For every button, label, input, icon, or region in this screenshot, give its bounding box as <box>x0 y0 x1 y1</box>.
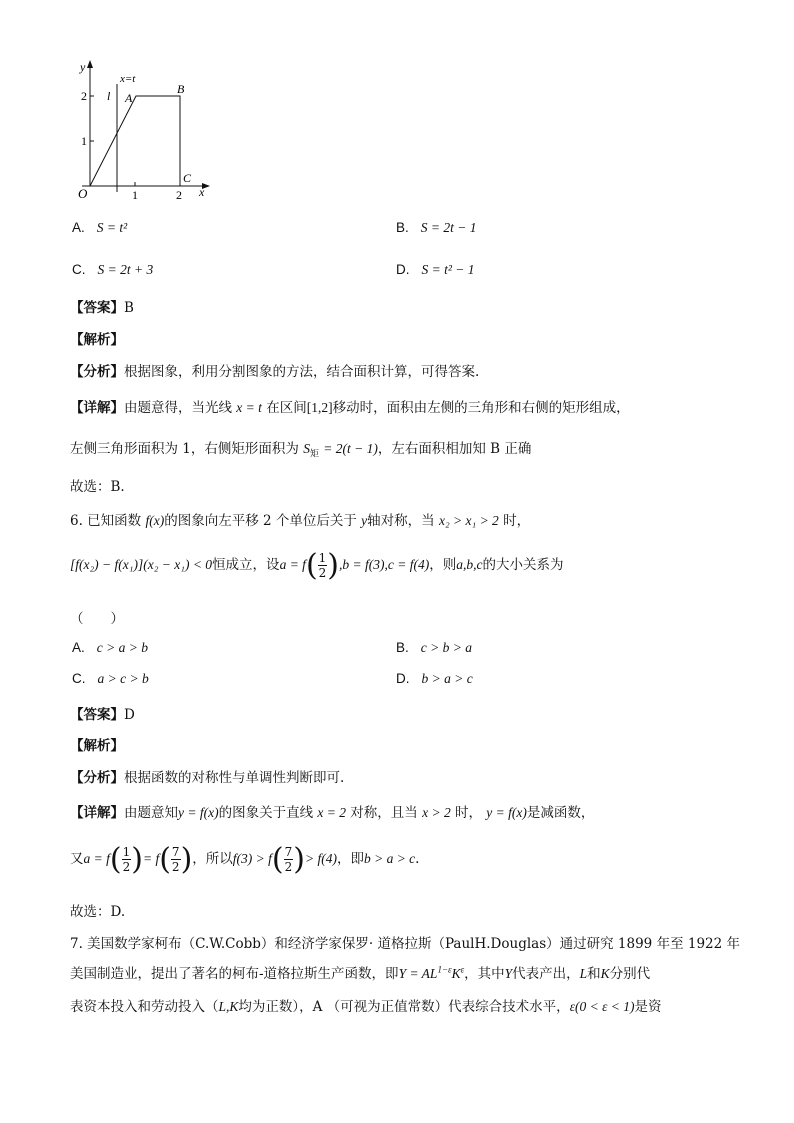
paren-open: ( <box>271 842 284 877</box>
q6-stem-1: 6. 已知函数 f(x)的图象向左平移 2 个单位后关于 y轴对称，当 x₂ > x₁ > 2 时， <box>70 513 531 529</box>
graph-figure <box>70 58 220 203</box>
q5-option-a: A. S = t² <box>72 220 128 235</box>
q6-jiexi: 【解析】 <box>70 738 124 754</box>
paren-open: ( <box>109 842 122 877</box>
shape-oabc <box>90 96 180 186</box>
point-c-label: C <box>183 171 192 185</box>
q7-line-3: 表资本投入和劳动投入（L,K均为正数），A （可视为正值常数）代表综合技术水平，ε(0 < ε < 1)是资 <box>70 999 662 1015</box>
paren-close: ) <box>293 842 305 877</box>
paren-close: ) <box>131 842 143 877</box>
paren-open: ( <box>159 842 171 877</box>
q7-line-1: 7. 美国数学家柯布（C.W.Cobb）和经济学家保罗· 道格拉斯（PaulH.Douglas）通过研究 1899 年至 1922 年 <box>70 936 741 952</box>
q5-option-d: D. S = t² − 1 <box>396 262 475 277</box>
y-axis-label: y <box>80 60 86 74</box>
q6-answer: 【答案】D <box>70 707 135 723</box>
fraction-one-half: $\frac{1}{2}$ <box>122 845 131 874</box>
tick-y2-label: 2 <box>81 89 87 103</box>
fraction-seven-halves: $\frac{7}{2}$ <box>284 845 293 874</box>
point-a-label: A <box>125 91 133 105</box>
l-label: l <box>107 89 111 103</box>
q6-option-b: B. c > b > a <box>396 640 472 655</box>
q6-option-a: A. c > a > b <box>72 640 148 655</box>
paren-open: ( <box>305 548 318 583</box>
fraction-one-half: $\frac{1}{2}$ <box>318 551 327 580</box>
q5-answer: 【答案】B <box>70 300 134 316</box>
q5-fenxi: 【分析】根据图象，利用分割图象的方法，结合面积计算，可得答案. <box>70 364 480 380</box>
q6-choose: 故选：D. <box>70 904 126 920</box>
tick-x1-label: 1 <box>132 188 138 202</box>
q5-jiexi: 【解析】 <box>70 332 124 348</box>
q6-fenxi: 【分析】根据函数的对称性与单调性判断即可. <box>70 770 345 786</box>
q6-stem-2: [f(x₂) − f(x₁)](x₂ − x₁) < 0恒成立，设a = f( $\frac{1}{2}$ ),b = f(3),c = f(4)，则a,b,c的大小关系为 <box>70 548 564 583</box>
q5-choose: 故选：B. <box>70 479 125 495</box>
q5-xiangjie-2: 左侧三角形面积为 1，右侧矩形面积为 $S_矩 = 2(t - 1)$，左右面积相加知 B 正确 <box>70 441 532 460</box>
point-b-label: B <box>177 82 185 96</box>
y-axis-arrow <box>87 60 93 68</box>
origin-label: O <box>78 186 88 201</box>
q5-option-b: B. S = 2t − 1 <box>396 220 477 235</box>
q6-xiangjie: 【详解】由题意知y = f(x)的图象关于直线 x = 2 对称，且当 x > 2 时， y = f(x)是减函数， <box>70 805 595 821</box>
q7-line-2: 美国制造业，提出了著名的柯布-道格拉斯生产函数，即$Y = AL^{1-\varepsilon}K^\varepsilon$，其中Y代表产出，L和K分别代 <box>70 964 651 982</box>
q5-xiangjie: 【详解】由题意得，当光线 x = t 在区间[1,2]移动时，面积由左侧的三角形和右侧的矩形组成， <box>70 400 630 416</box>
x-axis-label: x <box>199 185 205 199</box>
tick-x2-label: 2 <box>176 188 182 202</box>
paren-close: ) <box>180 842 193 877</box>
line-label: x=t <box>120 73 136 85</box>
paren-close: ) <box>327 548 340 583</box>
q6-xiangjie-2: 又a = f( $\frac{1}{2}$ )= f( $\frac{7}{2}$ )，所以f(3) > f( $\frac{7}{2}$ )> f(4)，即b > a > c. <box>70 842 420 877</box>
q6-option-c: C. a > c > b <box>72 671 149 686</box>
q6-paren: （ ） <box>70 611 124 627</box>
q5-option-c: C. S = 2t + 3 <box>72 262 154 277</box>
fraction-seven-halves: $\frac{7}{2}$ <box>171 845 180 874</box>
q6-option-d: D. b > a > c <box>396 671 473 686</box>
tick-y1-label: 1 <box>81 134 87 148</box>
